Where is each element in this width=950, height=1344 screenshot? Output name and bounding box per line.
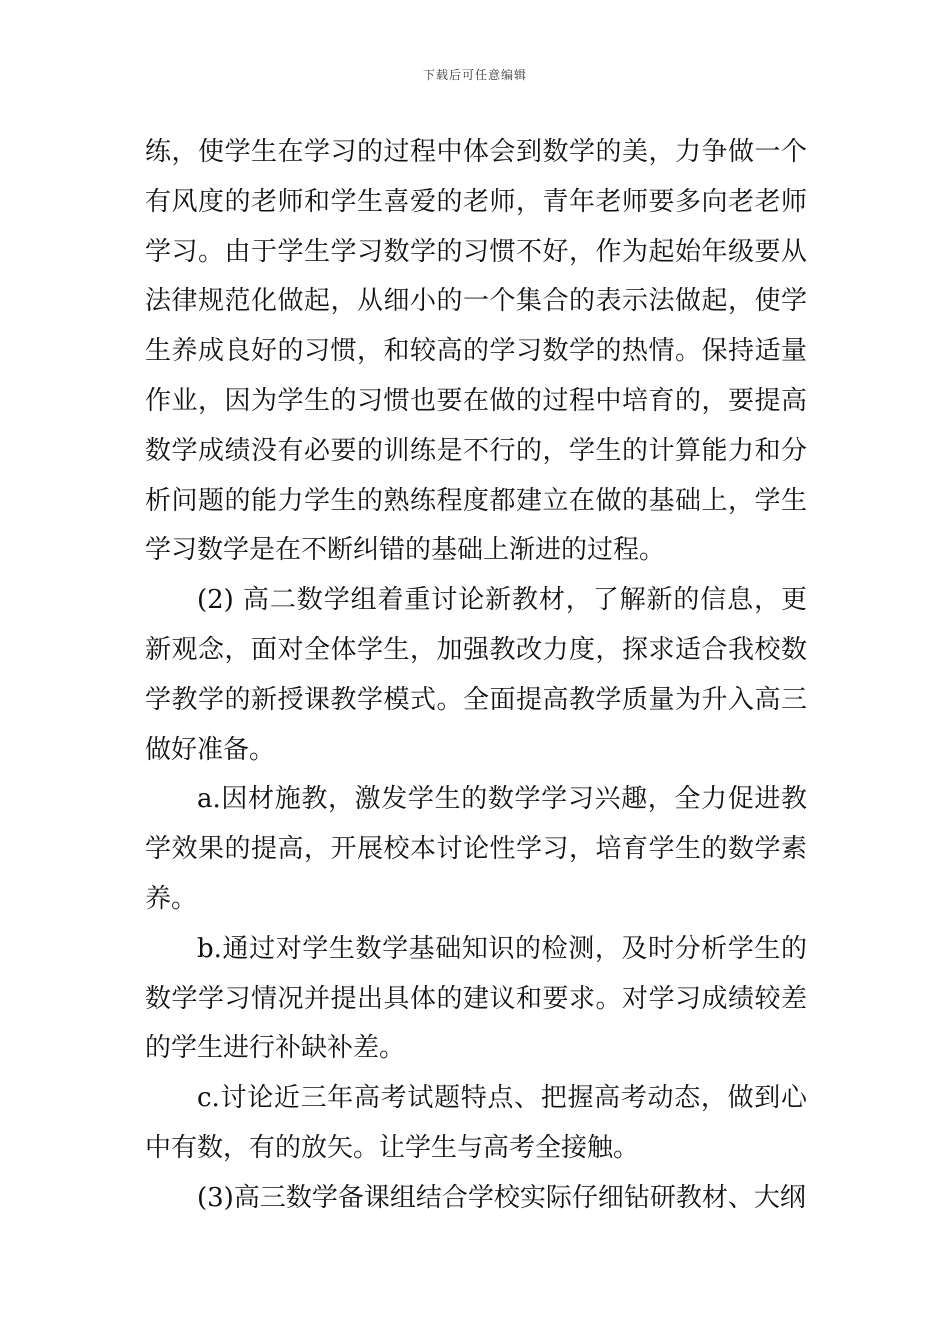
paragraph-5: c.讨论近三年高考试题特点、把握高考动态，做到心中有数，有的放矢。让学生与高考全接触。 bbox=[145, 1083, 807, 1163]
paragraph-2: (2) 高二数学组着重讨论新教材，了解新的信息，更新观念，面对全体学生，加强教改力度，探求适合我校数学教学的新授课教学模式。全面提高教学质量为升入高三做好准备。 bbox=[145, 585, 807, 765]
paragraph-6: (3)高三数学备课组结合学校实际仔细钻研教材、大纲 bbox=[197, 1182, 806, 1213]
paragraph-1: 练，使学生在学习的过程中体会到数学的美，力争做一个有风度的老师和学生喜爱的老师，青年老师要多向老老师学习。由于学生学习数学的习惯不好，作为起始年级要从法律规范化做起，从细小的一个集合的表示法做起，使学生养成良好的习惯，和较高的学习数学的热情。保持适量作业，因为学生的习惯也要在做的过程中培育的，要提高数学成绩没有必要的训练是不行的，学生的计算能力和分析问题的能力学生的熟练程度都建立在做的基础上，学生学习数学是在不断纠错的基础上渐进的过程。 bbox=[145, 137, 807, 566]
page-header: 下载后可任意编辑 bbox=[422, 68, 527, 82]
paragraph-4: b.通过对学生数学基础知识的检测，及时分析学生的数学学习情况并提出具体的建议和要求。对学习成绩较差的学生进行补缺补差。 bbox=[145, 933, 807, 1064]
document-body bbox=[145, 128, 807, 1224]
paragraph-3: a.因材施教，激发学生的数学学习兴趣，全力促进教学效果的提高，开展校本讨论性学习，培育学生的数学素养。 bbox=[145, 784, 807, 914]
